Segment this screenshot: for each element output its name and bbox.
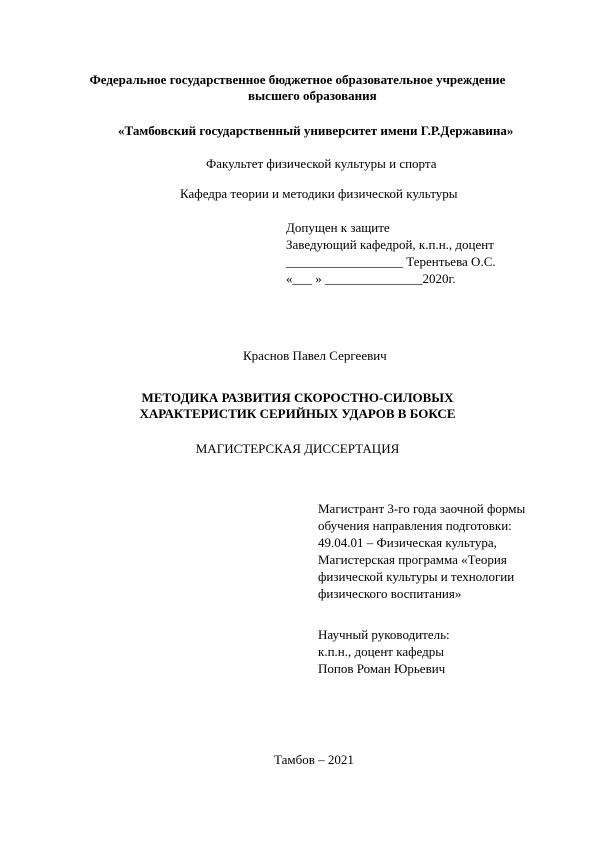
work-type: МАГИСТЕРСКАЯ ДИССЕРТАЦИЯ <box>195 441 400 456</box>
student-info-line-5: физической культуры и технологии <box>318 569 515 584</box>
student-info-line-4: Магистерская программа «Теория <box>318 552 507 567</box>
student-info-line-3: 49.04.01 – Физическая культура, <box>318 535 497 550</box>
approval-block <box>286 219 496 287</box>
supervisor-name: Попов Роман Юрьевич <box>318 661 446 676</box>
university-name: «Тамбовский государственный университет имени Г.Р.Державина» <box>118 123 514 138</box>
approval-signature-line: __________________ Терентьева О.С. <box>286 254 496 269</box>
institution-line-1: Федеральное государственное бюджетное образовательное учреждение <box>89 72 506 87</box>
student-info-line-6: физического воспитания» <box>318 586 462 601</box>
department-name: Кафедра теории и методики физической культуры <box>180 186 458 201</box>
supervisor-title: к.п.н., доцент кафедры <box>318 644 444 659</box>
thesis-title-line-1: МЕТОДИКА РАЗВИТИЯ СКОРОСТНО-СИЛОВЫХ <box>141 390 454 405</box>
supervisor-block <box>318 626 450 677</box>
approval-date-line: «___ » _______________2020г. <box>286 271 456 286</box>
faculty-name: Факультет физической культуры и спорта <box>206 156 437 171</box>
approval-admitted: Допущен к защите <box>286 220 390 235</box>
institution-line-2: высшего образования <box>248 88 377 103</box>
author-name: Краснов Павел Сергеевич <box>243 348 387 363</box>
supervisor-label: Научный руководитель: <box>318 627 450 642</box>
approval-head-of-department: Заведующий кафедрой, к.п.н., доцент <box>286 237 494 252</box>
city-year: Тамбов – 2021 <box>274 752 354 767</box>
student-info-line-1: Магистрант 3-го года заочной формы <box>318 501 526 516</box>
thesis-title-line-2: ХАРАКТЕРИСТИК СЕРИЙНЫХ УДАРОВ В БОКСЕ <box>139 406 456 421</box>
student-info-line-2: обучения направления подготовки: <box>318 518 512 533</box>
student-info-block <box>318 500 525 602</box>
